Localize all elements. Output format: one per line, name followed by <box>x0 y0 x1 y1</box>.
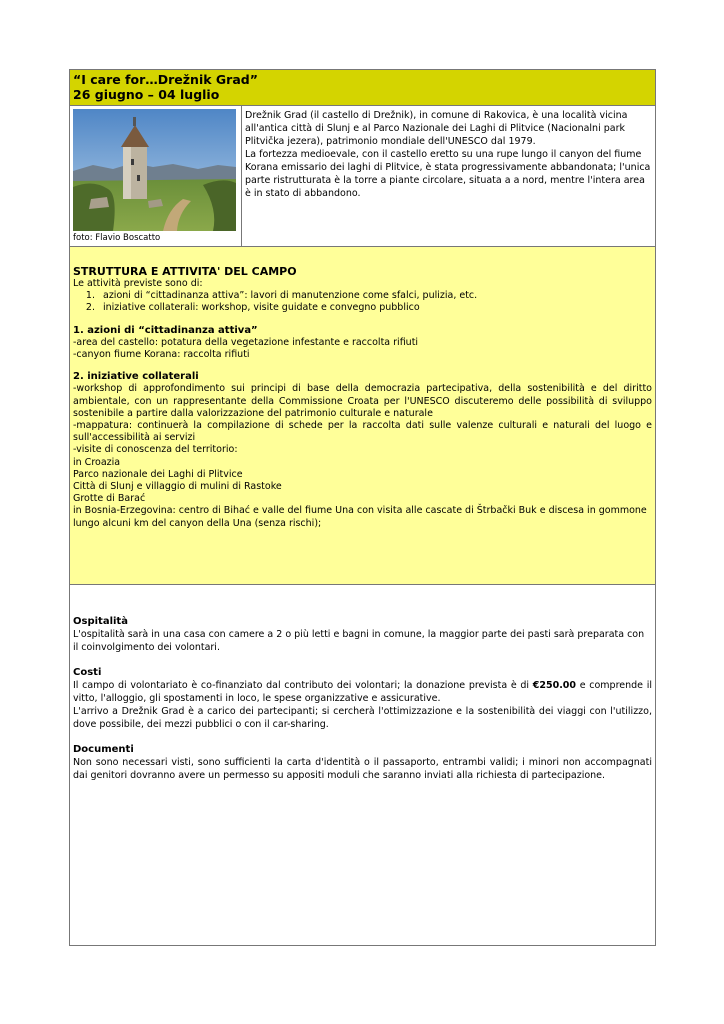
documents-text: Non sono necessari visti, sono sufficienti la carta d'identità o il passaporto, entrambi validi; i minori non accompagnati dai genitori dovranno avere un permesso su appositi moduli che saranno inviati alla richiesta di partecipazione. <box>73 757 652 781</box>
visits-line: -visite di conoscenza del territorio: <box>73 444 238 456</box>
costs-heading: Costi <box>73 667 102 678</box>
costs-block <box>73 666 652 731</box>
documents-block <box>73 743 652 782</box>
intro-paragraph-2: La fortezza medioevale, con il castello eretto su una rupe lungo il canyon del fiume Korana emissario dei laghi di Plitvice, è stata progressivamente abbandonata; l'unica parte ristrutturata è la torre a piante circolare, situata a a nord, mentre l'intera area è in stato di abbandono. <box>245 149 651 199</box>
activities-lead: Le attività previste sono di: <box>73 278 203 289</box>
activities-section <box>70 247 655 585</box>
mapping-text: -mappatura: continuerà la compilazione di schede per la raccolta dati sulle valenze culturali e naturali del luogo e sull'accessibilità ai servizi <box>73 420 652 444</box>
visits-line: Grotte di Barać <box>73 493 146 505</box>
hospitality-block <box>73 615 652 654</box>
hospitality-text: L'ospitalità sarà in una casa con camere a 2 o più letti e bagni in comune, la maggior parte dei pasti sarà preparata con il coinvolgimento dei volontari. <box>73 629 645 653</box>
activities-list <box>73 290 652 314</box>
travel-text: L'arrivo a Drežnik Grad è a carico dei partecipanti; si cercherà l'ottimizzazione e la sostenibilità dei viaggi con l'utilizzo, dove possibile, dei mezzi pubblici o con il car-sharing. <box>73 706 652 730</box>
visits-line: Parco nazionale dei Laghi di Plitvice <box>73 468 243 480</box>
list-item: 1. azioni di “cittadinanza attiva”: lavori di manutenzione come sfalci, pulizia, etc. <box>98 290 652 302</box>
costs-amount: €250.00 <box>532 680 577 691</box>
photo-cell <box>70 106 242 247</box>
collateral-heading: 2. iniziative collaterali <box>73 371 199 383</box>
list-item: 2. iniziative collaterali: workshop, visite guidate e convegno pubblico <box>98 302 652 314</box>
documents-heading: Documenti <box>73 744 134 755</box>
photo-caption: foto: Flavio Boscatto <box>73 233 161 243</box>
costs-text-before: Il campo di volontariato è co-finanziato dal contributo dei volontari; la donazione prevista è di <box>73 680 533 691</box>
camp-dates: 26 giugno – 04 luglio <box>73 87 220 102</box>
visits-line: Città di Slunj e villaggio di mulini di Rastoke <box>73 481 282 493</box>
costs-text <box>73 679 652 705</box>
title-banner <box>70 70 655 106</box>
hospitality-heading: Ospitalità <box>73 616 128 627</box>
castle-tower-photo <box>73 109 236 231</box>
citizenship-line: -canyon fiume Korana: raccolta rifiuti <box>73 349 250 361</box>
intro-section <box>70 106 655 247</box>
costs-text-after: e comprende il vitto, l'alloggio, gli spostamenti in loco, le spese organizzative e assicurative. <box>73 680 652 704</box>
details-section <box>70 585 655 945</box>
workshop-text: -workshop di approfondimento sui principi di base della democrazia partecipativa, della sostenibilità e del diritto ambientale, con un rappresentante della Commissione Croata per l'UNESCO discuteremo delle possibilità di sviluppo sostenibile a partire dalla valorizzazione del patrimonio culturale e naturale <box>73 383 652 419</box>
intro-paragraph-1: Drežnik Grad (il castello di Drežnik), in comune di Rakovica, è una località vicina all'antica città di Slunj e al Parco Nazionale dei Laghi di Plitvice (Nacionalni park Plitvička jezera), patrimonio mondiale dell'UNESCO dal 1979. <box>245 110 628 147</box>
citizenship-line: -area del castello: potatura della vegetazione infestante e raccolta rifiuti <box>73 336 419 348</box>
camp-title: “I care for…Drežnik Grad” <box>73 72 258 87</box>
document-frame <box>69 69 656 946</box>
intro-text <box>245 109 653 200</box>
bosnia-text: in Bosnia-Erzegovina: centro di Bihać e valle del fiume Una con visita alle cascate di Štrbački Buk e discesa in gommone lungo alcuni km del canyon della Una (senza rischi); <box>73 505 647 529</box>
visits-line: in Croazia <box>73 456 121 468</box>
citizenship-heading: 1. azioni di “cittadinanza attiva” <box>73 324 258 336</box>
activities-heading: STRUTTURA E ATTIVITA' DEL CAMPO <box>73 265 297 278</box>
